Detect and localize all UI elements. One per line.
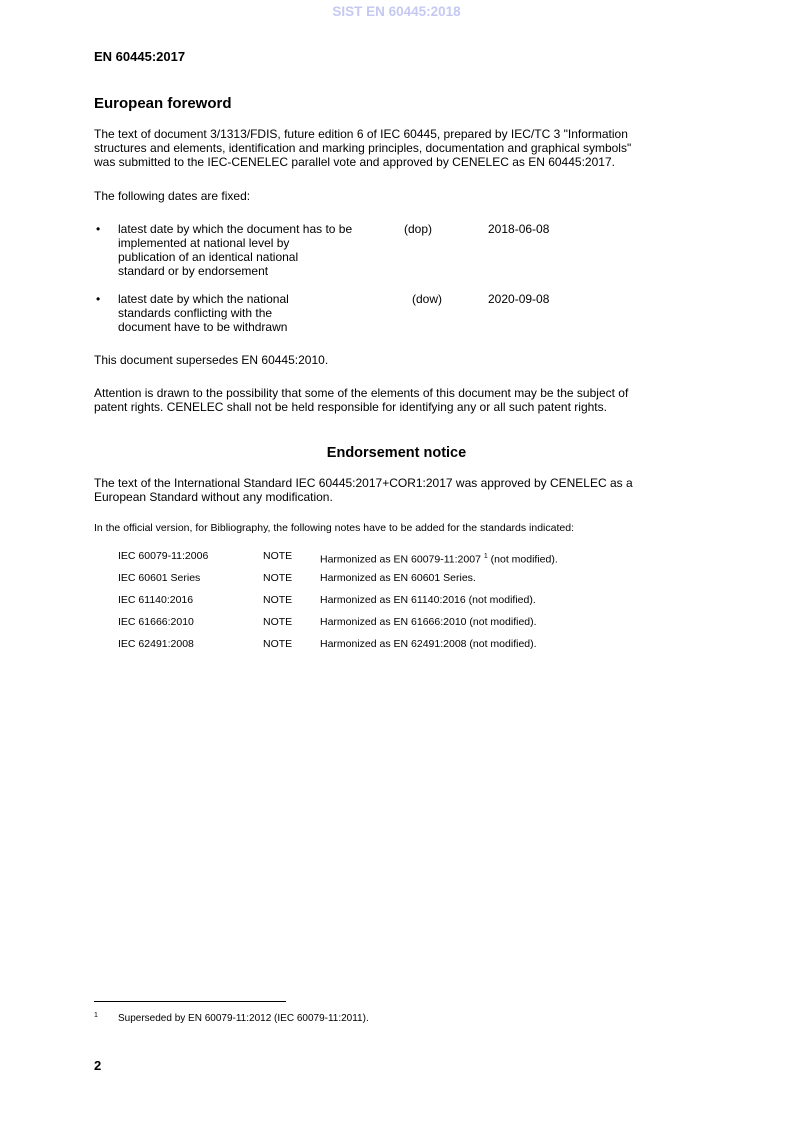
foreword-paragraph [94, 127, 631, 169]
bullet-icon: • [96, 222, 101, 236]
note-label: NOTE [263, 616, 293, 628]
bibliography-intro: In the official version, for Bibliography, the following notes have to be added for the standards indicated: [94, 522, 574, 534]
section-title-foreword: European foreword [94, 95, 232, 112]
text-line: structures and elements, identification and marking principles, documentation and graphical symbols" [94, 141, 632, 155]
text-line: patent rights. CENELEC shall not be held responsible for identifying any or all such patent rights. [94, 400, 607, 414]
standard-ref: IEC 60079-11:2006 [118, 550, 209, 562]
note-label: NOTE [263, 594, 293, 606]
text-line: was submitted to the IEC-CENELEC parallel vote and approved by CENELEC as EN 60445:2017. [94, 155, 615, 169]
text-line: latest date by which the national [118, 292, 289, 306]
text-line: standard or by endorsement [118, 264, 269, 278]
note-tail: (not modified). [490, 553, 558, 566]
supersedes-text: This document supersedes EN 60445:2010. [94, 353, 329, 367]
text-line: European Standard without any modification. [94, 490, 333, 504]
footnote-text: Superseded by EN 60079-11:2012 (IEC 60079-11:2011). [118, 1013, 369, 1024]
date-description [118, 292, 694, 334]
endorsement-paragraph [94, 476, 633, 504]
standard-ref: IEC 60601 Series [118, 572, 201, 584]
note-text: Harmonized as EN 62491:2008 (not modified). [320, 638, 537, 650]
date-item-dop [94, 222, 694, 278]
note-text: Harmonized as EN 60601 Series. [320, 572, 476, 584]
note-label: NOTE [263, 550, 293, 562]
standard-ref: IEC 62491:2008 [118, 638, 194, 650]
text-line: document have to be withdrawn [118, 320, 288, 334]
document-header: EN 60445:2017 [94, 49, 186, 64]
date-value: 2020-09-08 [488, 292, 550, 306]
text-line: The text of the International Standard IEC 60445:2017+COR1:2017 was approved by CENELEC as a [94, 476, 633, 490]
note-text: Harmonized as EN 61140:2016 (not modified). [320, 594, 536, 606]
note-label: NOTE [263, 572, 293, 584]
dates-intro: The following dates are fixed: [94, 189, 251, 203]
footnote-ref[interactable]: 1 [483, 553, 488, 560]
note-text [320, 550, 558, 567]
footnote-number: 1 [94, 1012, 98, 1019]
note-label: NOTE [263, 638, 293, 650]
standard-ref: IEC 61666:2010 [118, 616, 194, 628]
attention-paragraph [94, 386, 628, 414]
text-line: implemented at national level by [118, 236, 290, 250]
watermark: SIST EN 60445:2018 [332, 4, 461, 19]
note-text: Harmonized as EN 61666:2010 (not modified). [320, 616, 537, 628]
text-line: The text of document 3/1313/FDIS, future edition 6 of IEC 60445, prepared by IEC/TC 3 "Information [94, 127, 628, 141]
footnote-divider [94, 1001, 286, 1002]
text-line: standards conflicting with the [118, 306, 273, 320]
standard-ref: IEC 61140:2016 [118, 594, 194, 606]
date-item-dow [94, 292, 694, 334]
text-line: latest date by which the document has to be [118, 222, 353, 236]
note-main: Harmonized as EN 60079-11:2007 [320, 553, 481, 566]
date-code: (dow) [412, 292, 443, 306]
bullet-icon: • [96, 292, 101, 306]
date-value: 2018-06-08 [488, 222, 550, 236]
page-number: 2 [94, 1058, 102, 1073]
text-line: publication of an identical national [118, 250, 299, 264]
text-line: Attention is drawn to the possibility that some of the elements of this document may be the subject of [94, 386, 629, 400]
date-code: (dop) [404, 222, 433, 236]
section-title-endorsement: Endorsement notice [326, 445, 467, 461]
